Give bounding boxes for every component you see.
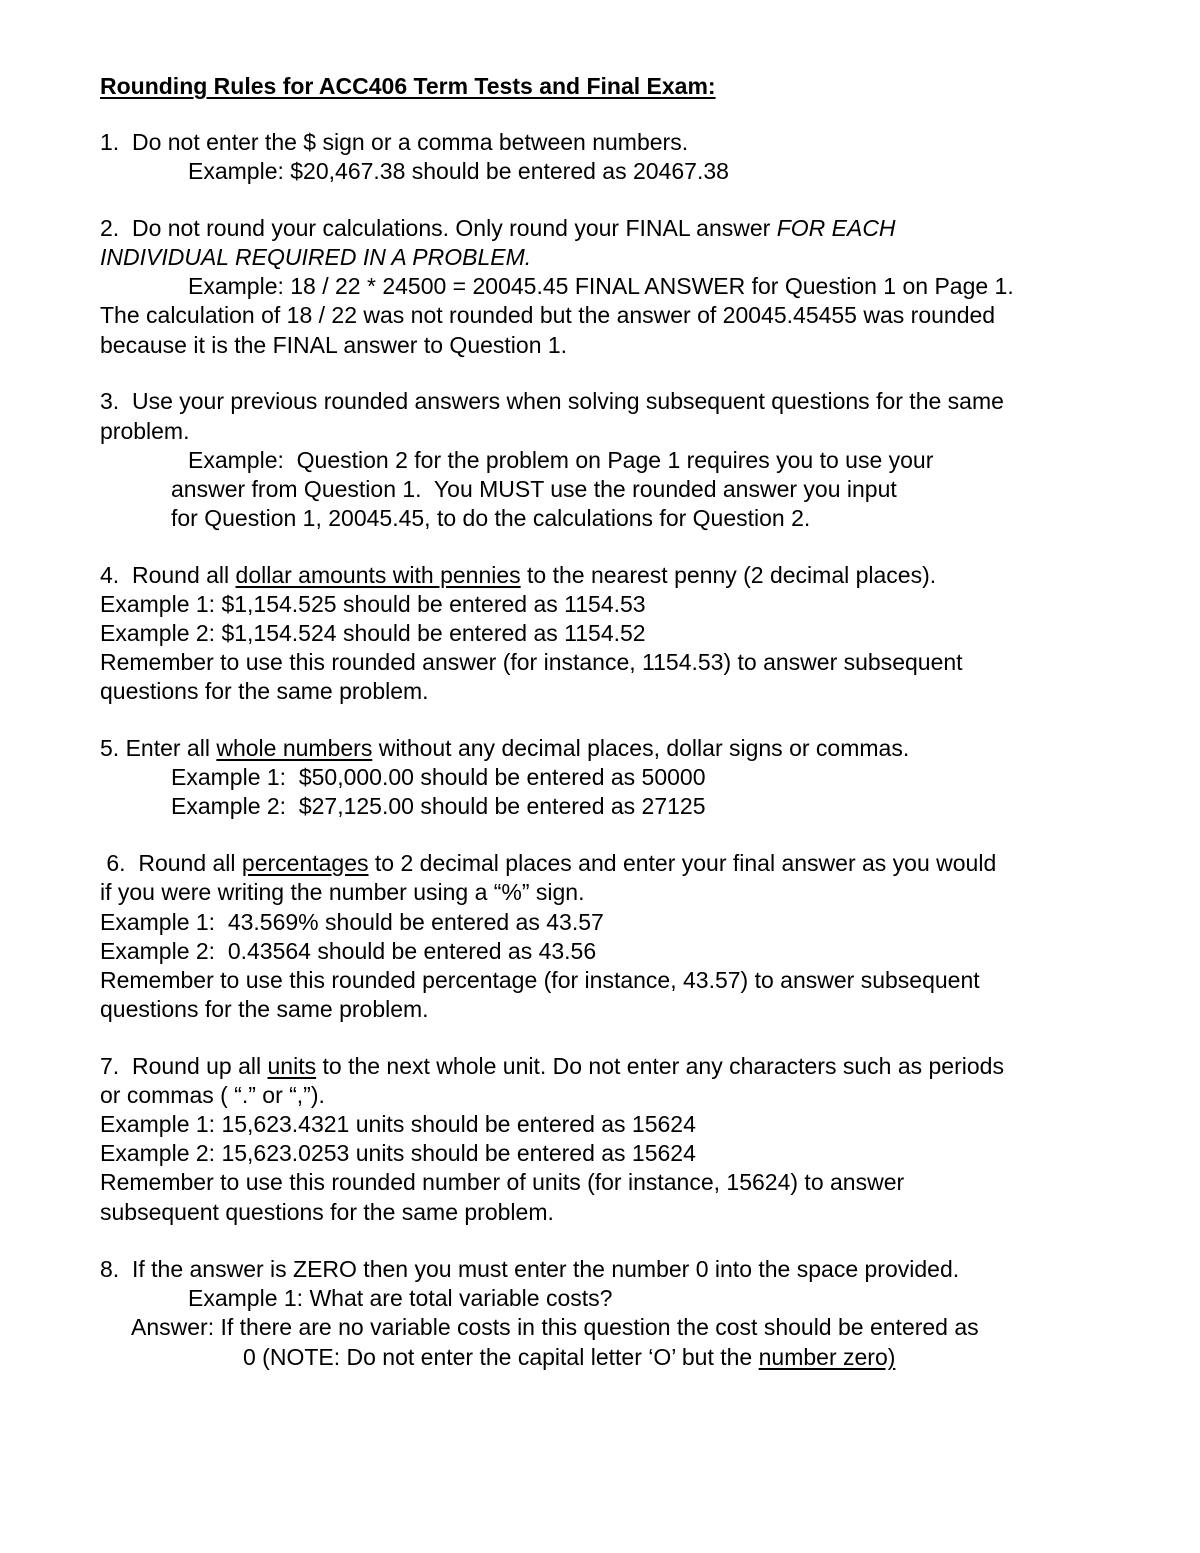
rule-4-example-1: Example 1: $1,154.525 should be entered as 1154.53 <box>100 591 646 617</box>
rule-4-underlined: dollar amounts with pennies <box>235 562 521 588</box>
rule-1-example: Example: $20,467.38 should be entered as 20467.38 <box>188 158 729 184</box>
rule-7-text <box>100 1052 1004 1081</box>
rule-5-example-2: Example 2: $27,125.00 should be entered as 27125 <box>171 793 706 819</box>
rule-1-text: 1. Do not enter the $ sign or a comma between numbers. <box>100 129 689 155</box>
rule-3-text-2: problem. <box>100 418 190 444</box>
page-title: Rounding Rules for ACC406 Term Tests and Final Exam: <box>100 73 716 99</box>
rule-6-text-pre: 6. Round all <box>100 850 242 876</box>
rule-2-text-italic-line2: INDIVIDUAL REQUIRED IN A PROBLEM. <box>100 244 532 270</box>
rule-8-example: Example 1: What are total variable costs? <box>188 1285 613 1311</box>
rule-6-example-1: Example 1: 43.569% should be entered as 43.57 <box>100 909 604 935</box>
rule-6-underlined: percentages <box>241 850 369 876</box>
rule-3-text-1: 3. Use your previous rounded answers when solving subsequent questions for the same <box>100 388 1004 414</box>
rule-6-text-2: if you were writing the number using a “%” sign. <box>100 879 585 905</box>
rule-8-note <box>243 1343 895 1372</box>
rule-4-text-post: to the nearest penny (2 decimal places). <box>520 562 937 588</box>
rule-4-example-2: Example 2: $1,154.524 should be entered as 1154.52 <box>100 620 646 646</box>
rule-7-underlined: units <box>267 1053 317 1079</box>
rule-7-remember-2: subsequent questions for the same problem. <box>100 1199 554 1225</box>
rule-7-text-pre: 7. Round up all <box>100 1053 268 1079</box>
rule-5-underlined: whole numbers <box>216 735 373 761</box>
rule-8-note-underlined: number zero) <box>758 1344 896 1370</box>
rule-5-text-post: without any decimal places, dollar signs or commas. <box>372 735 910 761</box>
rule-3-example-3: for Question 1, 20045.45, to do the calculations for Question 2. <box>171 505 811 531</box>
rule-4-text <box>100 561 936 590</box>
rule-6-remember-2: questions for the same problem. <box>100 996 429 1022</box>
rule-5-text-pre: 5. Enter all <box>100 735 217 761</box>
rule-3-example-2: answer from Question 1. You MUST use the rounded answer you input <box>171 476 897 502</box>
rule-3-example-1: Example: Question 2 for the problem on Page 1 requires you to use your <box>188 447 934 473</box>
rule-7-text-2: or commas ( “.” or “,”). <box>100 1082 325 1108</box>
rule-2-text <box>100 214 896 243</box>
rule-4-remember-2: questions for the same problem. <box>100 678 429 704</box>
rule-2-example: Example: 18 / 22 * 24500 = 20045.45 FINAL ANSWER for Question 1 on Page 1. <box>188 273 1014 299</box>
rule-7-example-1: Example 1: 15,623.4321 units should be entered as 15624 <box>100 1111 696 1137</box>
rule-6-text-post: to 2 decimal places and enter your final answer as you would <box>368 850 997 876</box>
rule-7-example-2: Example 2: 15,623.0253 units should be entered as 15624 <box>100 1140 696 1166</box>
rule-8-answer: Answer: If there are no variable costs in this question the cost should be entered as <box>131 1314 979 1340</box>
rule-2-explanation-1: The calculation of 18 / 22 was not rounded but the answer of 20045.45455 was rounded <box>100 302 996 328</box>
rule-5-example-1: Example 1: $50,000.00 should be entered as 50000 <box>171 764 706 790</box>
rule-2-text-plain: 2. Do not round your calculations. Only round your FINAL answer <box>100 215 777 241</box>
rule-7-text-post: to the next whole unit. Do not enter any characters such as periods <box>316 1053 1004 1079</box>
rule-7-remember-1: Remember to use this rounded number of units (for instance, 15624) to answer <box>100 1169 905 1195</box>
rule-8-text: 8. If the answer is ZERO then you must enter the number 0 into the space provided. <box>100 1256 960 1282</box>
rule-4-text-pre: 4. Round all <box>100 562 236 588</box>
rule-6-remember-1: Remember to use this rounded percentage (for instance, 43.57) to answer subsequent <box>100 967 980 993</box>
rule-4-remember-1: Remember to use this rounded answer (for instance, 1154.53) to answer subsequent <box>100 649 963 675</box>
rule-5-text <box>100 734 909 763</box>
rule-6-example-2: Example 2: 0.43564 should be entered as 43.56 <box>100 938 597 964</box>
rule-6-text <box>100 849 996 878</box>
rule-8-note-pre: 0 (NOTE: Do not enter the capital letter ‘O’ but the <box>243 1344 759 1370</box>
rule-2-explanation-2: because it is the FINAL answer to Question 1. <box>100 332 568 358</box>
rule-2-text-italic: FOR EACH <box>776 215 896 241</box>
